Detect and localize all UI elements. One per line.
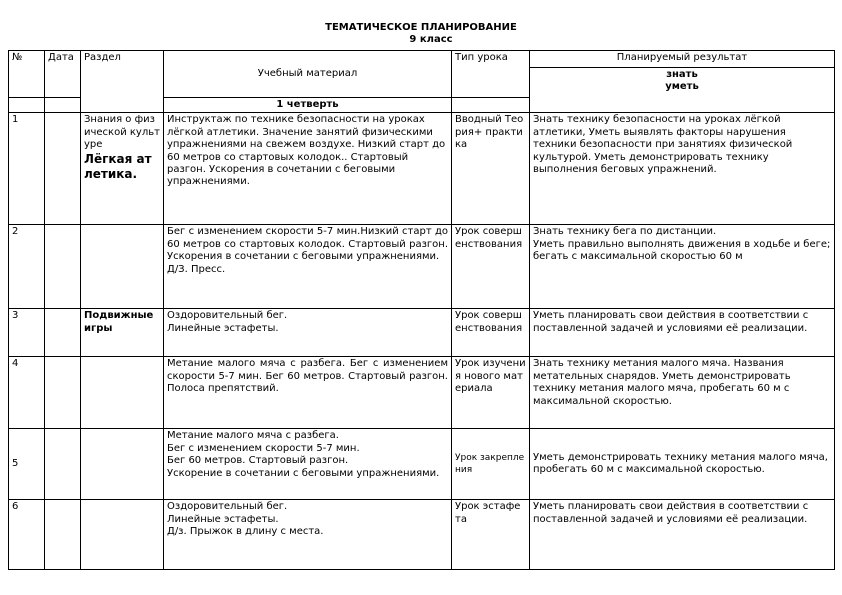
row-lesson-type: Урок закрепления bbox=[452, 429, 530, 500]
row-num: 4 bbox=[9, 357, 45, 429]
page-title bbox=[0, 22, 842, 46]
row-date bbox=[45, 225, 81, 309]
col-header-result: Планируемый результат bbox=[530, 51, 835, 68]
table-row bbox=[9, 113, 835, 225]
row-section bbox=[81, 500, 164, 570]
row-section bbox=[81, 429, 164, 500]
quarter-type-cell bbox=[452, 98, 530, 113]
row-num: 2 bbox=[9, 225, 45, 309]
col-header-date: Дата bbox=[45, 51, 81, 98]
row-result: Знать технику безопасности на уроках лёгкой атлетики, Уметь выявлять факторы нарушения техники безопасности при занятиях физической культурой. Уметь демонстрировать технику выполнения беговых упражнений. bbox=[530, 113, 835, 225]
row-result: Знать технику метания малого мяча. Названия метательных снарядов. Уметь демонстрировать технику метания малого мяча, пробегать 60 м с максимальной скоростью. bbox=[530, 357, 835, 429]
row-date bbox=[45, 113, 81, 225]
col-header-material: Учебный материал bbox=[164, 51, 452, 98]
row-result: Уметь демонстрировать технику метания малого мяча, пробегать 60 м с максимальной скоростью. bbox=[530, 429, 835, 500]
row-section bbox=[81, 113, 164, 225]
row-num: 5 bbox=[9, 429, 45, 500]
table-row bbox=[9, 500, 835, 570]
col-header-know-can: знать уметь bbox=[530, 68, 835, 113]
col-header-section: Раздел bbox=[81, 51, 164, 113]
row-num: 6 bbox=[9, 500, 45, 570]
quarter-label: 1 четверть bbox=[164, 98, 452, 113]
row-result: Знать технику бега по дистанции. Уметь правильно выполнять движения в ходьбе и беге; бегать с максимальной скоростью 60 м bbox=[530, 225, 835, 309]
row-material: Бег с изменением скорости 5-7 мин.Низкий старт до 60 метров со стартовых колодок. Стартовый разгон. Ускорения в сочетании с беговыми упражнениями. Д/З. Пресс. bbox=[164, 225, 452, 309]
row-section bbox=[81, 225, 164, 309]
quarter-date-cell bbox=[45, 98, 81, 113]
row-material: Инструктаж по технике безопасности на уроках лёгкой атлетики. Значение занятий физическими упражнениями на свежем воздухе. Низкий старт до 60 метров со стартовых колодок.. Стартовый разгон. Ускорения в сочетании с беговыми упражнениями. bbox=[164, 113, 452, 225]
row-material: Метание малого мяча с разбега. Бег с изменением скорости 5-7 мин. Бег 60 метров. Стартовый разгон. Полоса препятствий. bbox=[164, 357, 452, 429]
row-section: Подвижные игры bbox=[81, 309, 164, 357]
row-date bbox=[45, 500, 81, 570]
quarter-num-cell bbox=[9, 98, 45, 113]
row-result: Уметь планировать свои действия в соответствии с поставленной задачей и условиями её реализации. bbox=[530, 500, 835, 570]
row-num: 3 bbox=[9, 309, 45, 357]
col-header-num: № bbox=[9, 51, 45, 98]
row-num: 1 bbox=[9, 113, 45, 225]
row-material: Оздоровительный бег. Линейные эстафеты. Д/з. Прыжок в длину с места. bbox=[164, 500, 452, 570]
table-row bbox=[9, 309, 835, 357]
table-row bbox=[9, 225, 835, 309]
row-date bbox=[45, 429, 81, 500]
table-row bbox=[9, 357, 835, 429]
row-date bbox=[45, 309, 81, 357]
row-material: Метание малого мяча с разбега. Бег с изменением скорости 5-7 мин. Бег 60 метров. Стартовый разгон. Ускорение в сочетании с беговыми упражнениями. bbox=[164, 429, 452, 500]
section-athletics-label: Лёгкая атлетика. bbox=[84, 151, 152, 181]
header-row bbox=[9, 51, 835, 68]
title-text: ТЕМАТИЧЕСКОЕ ПЛАНИРОВАНИЕ bbox=[325, 22, 517, 33]
row-section bbox=[81, 357, 164, 429]
col-header-lesson-type: Тип урока bbox=[452, 51, 530, 98]
row-result: Уметь планировать свои действия в соответствии с поставленной задачей и условиями её реализации. bbox=[530, 309, 835, 357]
row-lesson-type: Урок совершенствования bbox=[452, 225, 530, 309]
row-date bbox=[45, 357, 81, 429]
planning-table bbox=[8, 50, 835, 570]
table-row bbox=[9, 429, 835, 500]
row-lesson-type: Вводный Теория+ практика bbox=[452, 113, 530, 225]
row-lesson-type: Урок совершенствования bbox=[452, 309, 530, 357]
row-material: Оздоровительный бег. Линейные эстафеты. bbox=[164, 309, 452, 357]
row-lesson-type: Урок изучения нового материала bbox=[452, 357, 530, 429]
grade-subtitle: 9 класс bbox=[409, 34, 453, 45]
row-lesson-type: Урок эстафета bbox=[452, 500, 530, 570]
section-label: Знания о физической культуре bbox=[84, 114, 160, 151]
